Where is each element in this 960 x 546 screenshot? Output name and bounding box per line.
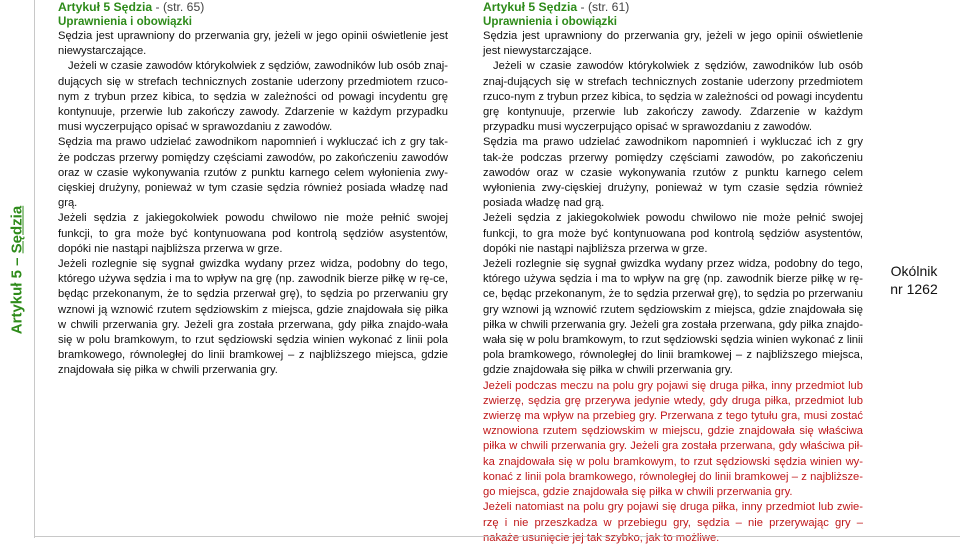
right-column <box>483 0 863 546</box>
side-label-prefix: Artykuł 5 – <box>8 253 26 335</box>
circular-number: nr 1262 <box>890 281 938 297</box>
left-paragraph: Sędzia ma prawo udzielać zawodnikom napomnień i wykluczać ich z gry tak-że podczas przerwy pomiędzy częściami zawodów, po zakończeniu zawodów oraz w czasie wykonywania rzutów z punktu karnego celem wyłonienia zwy-cięskiej drużyny, ponieważ w tym czasie sędzia również posiada władzę nad grą. <box>58 136 448 210</box>
left-subtitle: Uprawnienia i obowiązki <box>58 15 192 28</box>
right-header <box>483 0 863 15</box>
right-added-paragraph: Jeżeli podczas meczu na polu gry pojawi się druga piłka, inny przedmiot lub zwierzę, sędzia grę przerywa jedynie wtedy, gdy druga piłka, przedmiot lub zwierzę ma wpływ na przebieg gry. Przerwana z tego tytułu gra, musi zostać wznowiona rzutem sędziowskim w miejscu, gdzie znajdowała się właściwa piłka w chwili przerwania gry. Jeżeli gra została przerwana, gdy właściwa pił-ka znajdowała się w polu bramkowym, to rzut sędziowski sędzia winien wy-konać z linii pola bramkowego, równoległej do linii bramkowej – z najbliższe-go miejsca, gdzie znajdowała się piłka w chwili przerwania gry. <box>483 379 863 499</box>
circular-label: Okólnik <box>890 263 938 279</box>
side-label-name: Sędzia <box>8 205 26 254</box>
right-paragraph: Sędzia jest uprawniony do przerwania gry, jeżeli w jego opinii oświetlenie jest niewystarczające. <box>483 30 863 58</box>
right-added-paragraph: Jeżeli natomiast na polu gry pojawi się druga piłka, inny przedmiot lub zwie-rzę i nie przeszkadza w przebiegu gry, sędzia – nie przerywając gry – nakaże usunięcie jej tak szybko, jak to możliwe. <box>483 501 863 544</box>
left-header-article: Artykuł 5 Sędzia <box>58 0 153 14</box>
side-label <box>9 206 26 334</box>
right-header-article: Artykuł 5 Sędzia <box>483 0 578 14</box>
circular-reference <box>878 262 950 298</box>
left-header <box>58 0 448 15</box>
right-subtitle: Uprawnienia i obowiązki <box>483 15 617 28</box>
right-paragraph: Jeżeli rozlegnie się sygnał gwizdka wydany przez widza, podobny do tego, którego używa sędzia i ma to wpływ na grę (np. zawodnik bierze piłkę w rę-ce, będąc przekonanym, że to sędzia przerwał grę), to sędzia po przerwaniu gry wznowi ją wznowić rzutem sędziowskim z miejsca, gdzie znajdowała się piłka w chwili przerwania gry. Jeżeli gra została przerwana, gdy piłka znajdo-wała się w polu bramkowym, to rzut sędziowski sędzia winien wykonać z linii pola bramkowego, równoległej do linii bramkowej – z najbliższego miejsca, gdzie znajdowała się piłka w chwili przerwania gry. <box>483 258 863 377</box>
left-paragraph: Jeżeli sędzia z jakiegokolwiek powodu chwilowo nie może pełnić swojej funkcji, to gra może być kontynuowana pod kontrolą sędziów asystentów, dopóki nie nastąpi najbliższa przerwa w grze. <box>58 212 448 255</box>
right-paragraph: Sędzia ma prawo udzielać zawodnikom napomnień i wykluczać ich z gry tak-że podczas przerwy pomiędzy częściami zawodów, po zakończeniu zawodów oraz w czasie wykonywania rzutów z punktu karnego celem wyłonienia zwy-cięskiej drużyny, ponieważ w tym czasie sędzia również posiada władzę nad grą. <box>483 136 863 210</box>
right-paragraph: Jeżeli w czasie zawodów którykolwiek z sędziów, zawodników lub osób znaj-dujących się w strefach technicznych zostanie uderzony przedmiotem rzuco-nym z trybun przez kibica, to sędzia w zależności od powagi incydentu grę kontynuuje, przerwie lub zakończy zawody. Zdarzenie w każdym przypadku musi wyczerpująco opisać w sprawozdaniu z zawodów. <box>483 60 863 134</box>
left-paragraph: Jeżeli w czasie zawodów którykolwiek z sędziów, zawodników lub osób znaj-dujących się w strefach technicznych zostanie uderzony przedmiotem rzuco-nym z trybun przez kibica, to sędzia w zależności od powagi incydentu grę kontynuuje, przerwie lub zakończy zawody. Zdarzenie w każdym przypadku musi wyczerpująco opisać w sprawozdaniu z zawodów. <box>58 60 448 134</box>
right-header-page: - (str. 61) <box>577 0 630 14</box>
side-label-column <box>0 0 35 538</box>
left-header-page: - (str. 65) <box>152 0 205 14</box>
right-paragraph: Jeżeli sędzia z jakiegokolwiek powodu chwilowo nie może pełnić swojej funkcji, to gra może być kontynuowana pod kontrolą sędziów asystentów, dopóki nie nastąpi najbliższa przerwa w grze. <box>483 212 863 255</box>
left-paragraph: Sędzia jest uprawniony do przerwania gry, jeżeli w jego opinii oświetlenie jest niewystarczające. <box>58 30 448 58</box>
bottom-divider <box>34 536 960 537</box>
left-column <box>58 0 448 379</box>
left-paragraph: Jeżeli rozlegnie się sygnał gwizdka wydany przez widza, podobny do tego, którego używa sędzia i ma to wpływ na grę (np. zawodnik bierze piłkę w rę-ce, będąc przekonanym, że to sędzia przerwał grę), to sędzia po przerwaniu gry wznowi ją wznowić rzutem sędziowskim z miejsca, gdzie znajdowała się piłka w chwili przerwania gry. Jeżeli gra została przerwana, gdy piłka znajdo-wała się w polu bramkowym, to rzut sędziowski sędzia winien wykonać z linii pola bramkowego, równoległej do linii bramkowej – z najbliższego miejsca, gdzie znajdowała się piłka w chwili przerwania gry. <box>58 258 448 377</box>
